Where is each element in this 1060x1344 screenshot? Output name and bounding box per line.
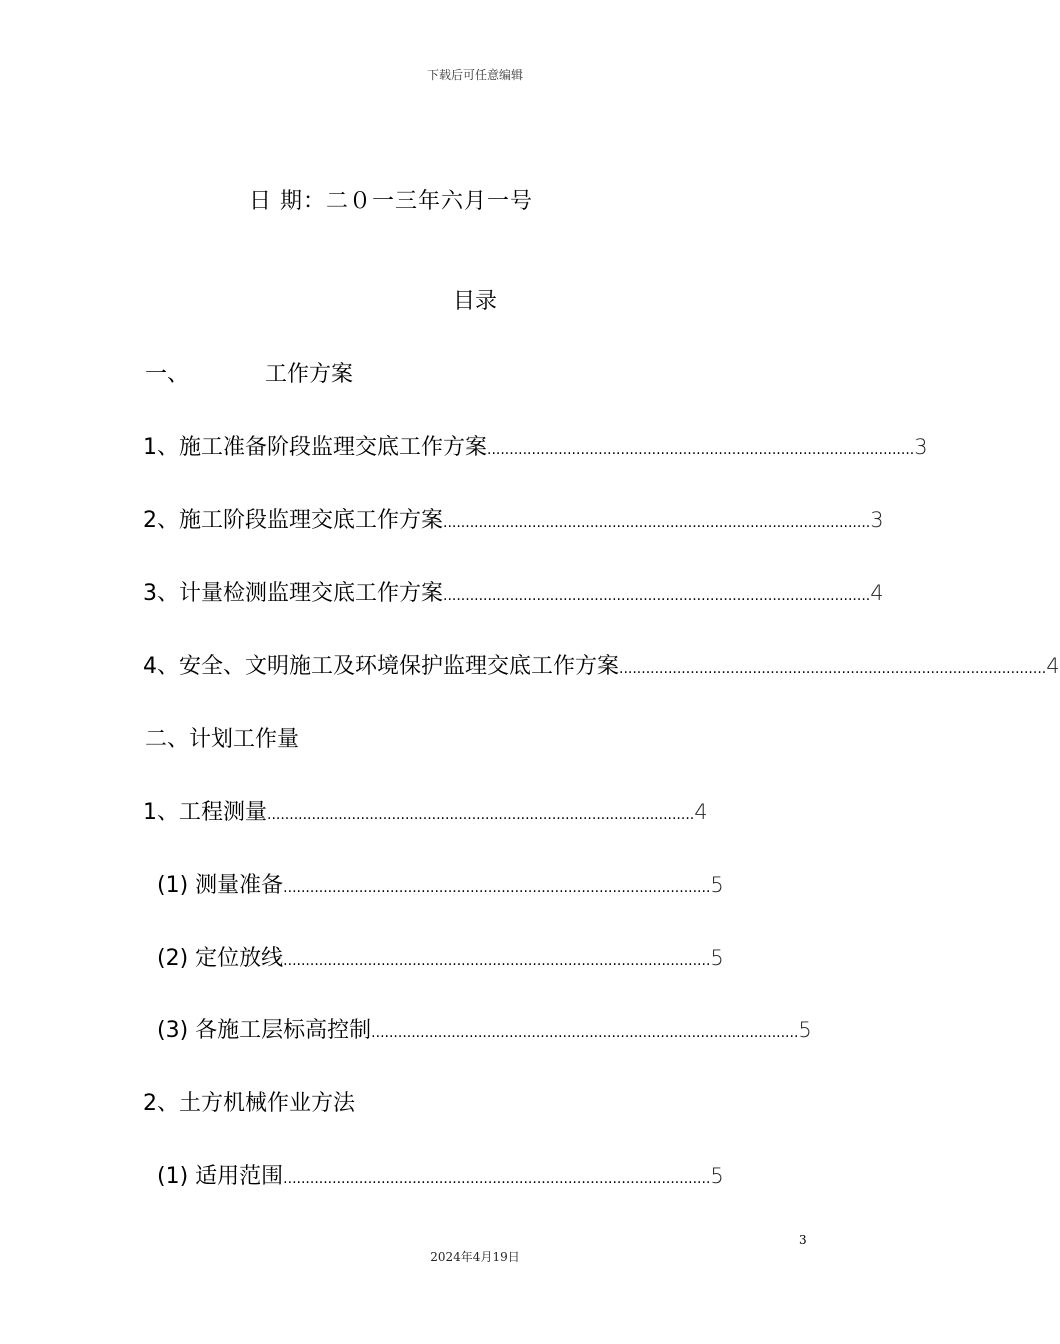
toc-title: 目录 bbox=[452, 289, 497, 314]
leader-dots: ................................................................................................ bbox=[619, 661, 1047, 677]
toc-section-2 bbox=[145, 722, 299, 753]
toc-entry-text: 1、工程测量 bbox=[143, 800, 267, 825]
toc-entry[interactable] bbox=[143, 430, 928, 461]
toc-entry[interactable] bbox=[157, 1159, 724, 1190]
toc-entry[interactable] bbox=[143, 576, 884, 607]
toc-entry-page: 4 bbox=[1046, 654, 1060, 678]
toc-entry-text: (2) 定位放线 bbox=[157, 946, 284, 971]
toc-entry[interactable] bbox=[143, 503, 884, 534]
toc-entry-text: 1、施工准备阶段监理交底工作方案 bbox=[143, 435, 487, 460]
toc-entry-page: 4 bbox=[870, 581, 884, 605]
toc-entry-page: 5 bbox=[710, 946, 724, 970]
date-label: 日 期： bbox=[249, 189, 326, 214]
section-1-title: 工作方案 bbox=[265, 362, 354, 387]
toc-section-1 bbox=[145, 357, 353, 388]
date-line bbox=[249, 184, 533, 215]
page-header: 下载后可任意编辑 bbox=[426, 68, 523, 82]
toc-entry-page: 5 bbox=[710, 1164, 724, 1188]
toc-entry-text: 2、施工阶段监理交底工作方案 bbox=[143, 508, 443, 533]
leader-dots: ................................................................................................ bbox=[487, 442, 915, 458]
toc-entry-text: 2、土方机械作业方法 bbox=[143, 1091, 355, 1116]
toc-entry-page: 3 bbox=[914, 435, 928, 459]
toc-entry[interactable] bbox=[157, 868, 724, 899]
leader-dots: ................................................................................................ bbox=[443, 515, 871, 531]
toc-entry-page: 4 bbox=[694, 800, 708, 824]
toc-entry-text: 4、安全、文明施工及环境保护监理交底工作方案 bbox=[143, 654, 619, 679]
toc-entry[interactable] bbox=[157, 941, 724, 972]
section-2-title: 二、计划工作量 bbox=[145, 727, 300, 752]
leader-dots: ................................................................................................ bbox=[283, 1171, 711, 1187]
page-number: 3 bbox=[799, 1233, 807, 1247]
leader-dots: ................................................................................................ bbox=[371, 1025, 799, 1041]
date-value: 二０一三年六月一号 bbox=[326, 189, 534, 214]
toc-entry[interactable] bbox=[143, 1086, 355, 1117]
toc-entry-page: 5 bbox=[798, 1018, 812, 1042]
toc-entry-text: (1) 适用范围 bbox=[157, 1164, 284, 1189]
toc-entry[interactable] bbox=[143, 795, 708, 826]
toc-entry-page: 3 bbox=[870, 508, 884, 532]
section-1-number: 一、 bbox=[145, 362, 190, 387]
page-footer-date: 2024年4月19日 bbox=[430, 1250, 520, 1264]
toc-entry-text: (3) 各施工层标高控制 bbox=[157, 1018, 372, 1043]
leader-dots: ................................................................................................ bbox=[443, 588, 871, 604]
toc-entry-text: 3、计量检测监理交底工作方案 bbox=[143, 581, 443, 606]
leader-dots: ................................................................................................ bbox=[283, 953, 711, 969]
leader-dots: ................................................................................................ bbox=[283, 880, 711, 896]
toc-entry[interactable] bbox=[143, 649, 1060, 680]
toc-entry[interactable] bbox=[157, 1013, 812, 1044]
leader-dots: ................................................................................................ bbox=[267, 807, 695, 823]
toc-entry-text: (1) 测量准备 bbox=[157, 873, 284, 898]
toc-entry-page: 5 bbox=[710, 873, 724, 897]
